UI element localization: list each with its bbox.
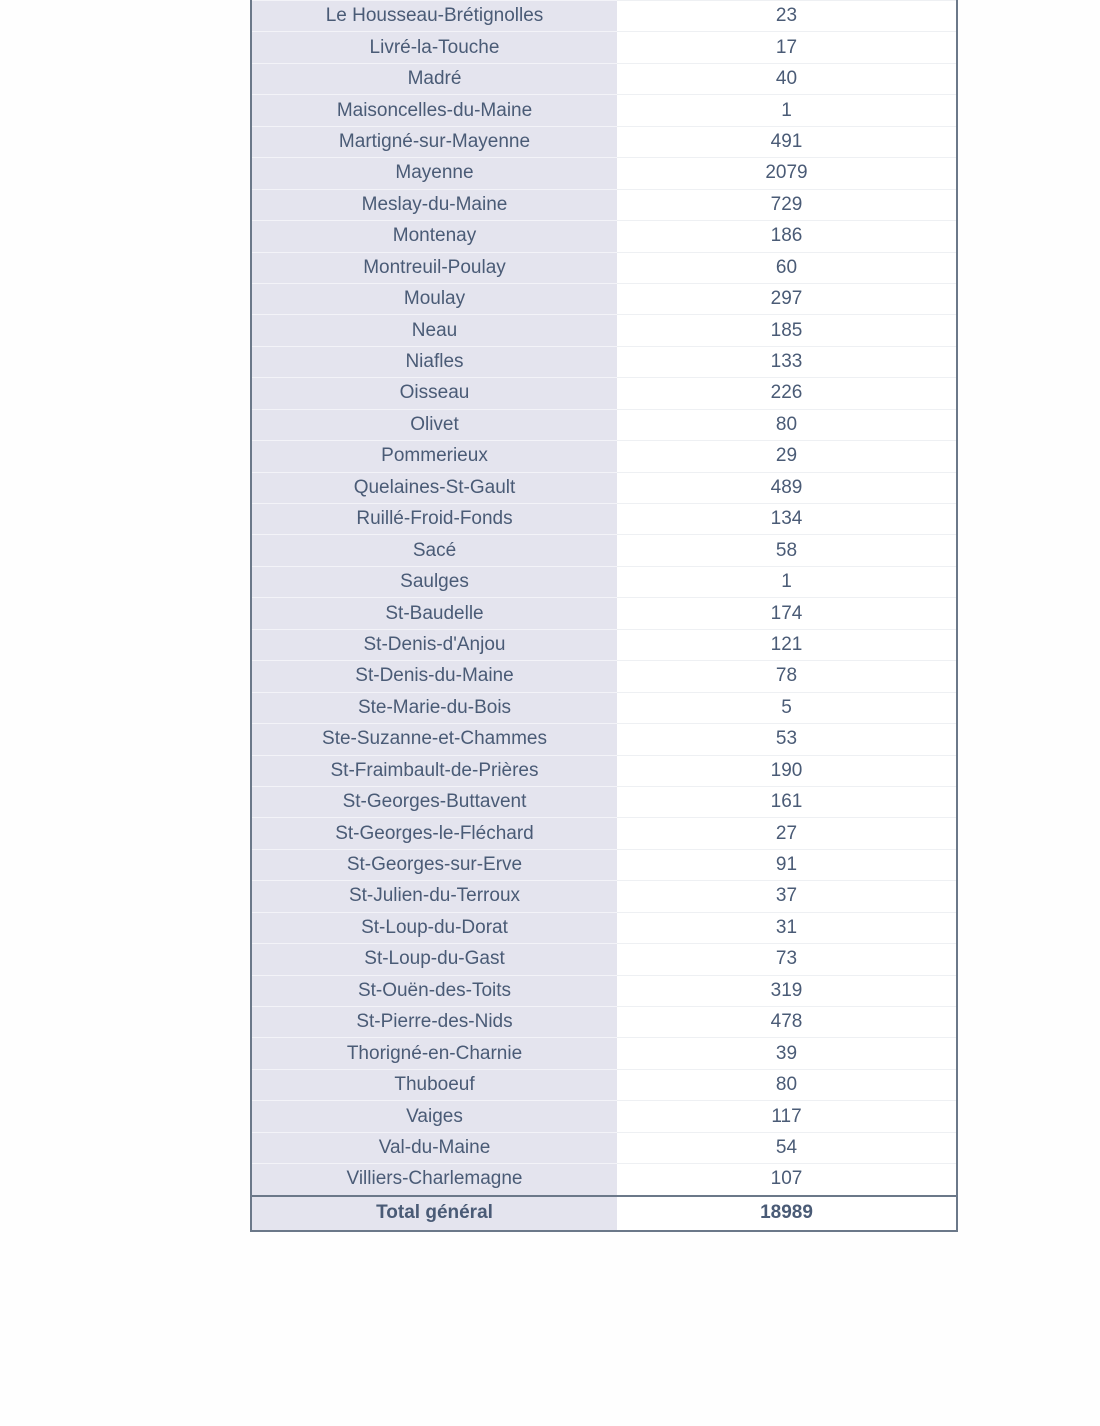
count-cell: 121 bbox=[617, 629, 956, 660]
table-row bbox=[252, 975, 956, 1006]
table-row bbox=[252, 1132, 956, 1163]
table-row bbox=[252, 786, 956, 817]
count-cell: 478 bbox=[617, 1006, 956, 1037]
table-row bbox=[252, 1006, 956, 1037]
table-row bbox=[252, 660, 956, 691]
table-row bbox=[252, 377, 956, 408]
table-row bbox=[252, 566, 956, 597]
table-row bbox=[252, 314, 956, 345]
count-cell: 186 bbox=[617, 220, 956, 251]
table-row bbox=[252, 1037, 956, 1068]
count-cell: 185 bbox=[617, 314, 956, 345]
table-row bbox=[252, 503, 956, 534]
table-row bbox=[252, 912, 956, 943]
commune-name-cell: Maisoncelles-du-Maine bbox=[252, 94, 617, 125]
commune-name-cell: Pommerieux bbox=[252, 440, 617, 471]
table-row bbox=[252, 189, 956, 220]
count-cell: 5 bbox=[617, 692, 956, 723]
table-row bbox=[252, 63, 956, 94]
count-cell: 27 bbox=[617, 817, 956, 848]
table-row bbox=[252, 849, 956, 880]
commune-name-cell: Ruillé-Froid-Fonds bbox=[252, 503, 617, 534]
commune-name-cell: Quelaines-St-Gault bbox=[252, 472, 617, 503]
count-cell: 53 bbox=[617, 723, 956, 754]
commune-count-table bbox=[250, 0, 958, 1232]
table-row bbox=[252, 126, 956, 157]
commune-name-cell: Livré-la-Touche bbox=[252, 31, 617, 62]
count-cell: 1 bbox=[617, 566, 956, 597]
table-row bbox=[252, 629, 956, 660]
commune-name-cell: Saulges bbox=[252, 566, 617, 597]
table-row bbox=[252, 157, 956, 188]
total-label: Total général bbox=[252, 1195, 617, 1230]
commune-name-cell: St-Georges-sur-Erve bbox=[252, 849, 617, 880]
commune-name-cell: St-Baudelle bbox=[252, 597, 617, 628]
count-cell: 80 bbox=[617, 409, 956, 440]
table-body bbox=[252, 0, 956, 1195]
commune-name-cell: Oisseau bbox=[252, 377, 617, 408]
table-row bbox=[252, 943, 956, 974]
commune-name-cell: Sacé bbox=[252, 534, 617, 565]
count-cell: 80 bbox=[617, 1069, 956, 1100]
commune-name-cell: St-Denis-du-Maine bbox=[252, 660, 617, 691]
count-cell: 729 bbox=[617, 189, 956, 220]
count-cell: 78 bbox=[617, 660, 956, 691]
count-cell: 319 bbox=[617, 975, 956, 1006]
table-row bbox=[252, 472, 956, 503]
count-cell: 161 bbox=[617, 786, 956, 817]
table-row bbox=[252, 409, 956, 440]
count-cell: 489 bbox=[617, 472, 956, 503]
commune-name-cell: Val-du-Maine bbox=[252, 1132, 617, 1163]
table-row bbox=[252, 817, 956, 848]
count-cell: 297 bbox=[617, 283, 956, 314]
commune-name-cell: Ste-Suzanne-et-Chammes bbox=[252, 723, 617, 754]
count-cell: 29 bbox=[617, 440, 956, 471]
count-cell: 190 bbox=[617, 755, 956, 786]
table-row bbox=[252, 0, 956, 31]
count-cell: 73 bbox=[617, 943, 956, 974]
table-row bbox=[252, 597, 956, 628]
commune-name-cell: St-Pierre-des-Nids bbox=[252, 1006, 617, 1037]
table-row bbox=[252, 31, 956, 62]
commune-name-cell: Vaiges bbox=[252, 1100, 617, 1131]
commune-name-cell: Olivet bbox=[252, 409, 617, 440]
commune-name-cell: St-Loup-du-Gast bbox=[252, 943, 617, 974]
commune-name-cell: Madré bbox=[252, 63, 617, 94]
commune-name-cell: St-Fraimbault-de-Prières bbox=[252, 755, 617, 786]
count-cell: 107 bbox=[617, 1163, 956, 1194]
commune-name-cell: Thorigné-en-Charnie bbox=[252, 1037, 617, 1068]
total-row bbox=[252, 1195, 956, 1230]
count-cell: 23 bbox=[617, 0, 956, 31]
count-cell: 17 bbox=[617, 31, 956, 62]
commune-name-cell: Montreuil-Poulay bbox=[252, 252, 617, 283]
count-cell: 60 bbox=[617, 252, 956, 283]
table-row bbox=[252, 723, 956, 754]
count-cell: 40 bbox=[617, 63, 956, 94]
commune-name-cell: Meslay-du-Maine bbox=[252, 189, 617, 220]
table-row bbox=[252, 534, 956, 565]
commune-name-cell: Neau bbox=[252, 314, 617, 345]
commune-name-cell: St-Julien-du-Terroux bbox=[252, 880, 617, 911]
commune-name-cell: St-Georges-le-Fléchard bbox=[252, 817, 617, 848]
count-cell: 54 bbox=[617, 1132, 956, 1163]
table-row bbox=[252, 1163, 956, 1194]
table-row bbox=[252, 220, 956, 251]
count-cell: 133 bbox=[617, 346, 956, 377]
table-row bbox=[252, 252, 956, 283]
total-value: 18989 bbox=[617, 1195, 956, 1230]
count-cell: 31 bbox=[617, 912, 956, 943]
table-row bbox=[252, 692, 956, 723]
commune-name-cell: Ste-Marie-du-Bois bbox=[252, 692, 617, 723]
commune-name-cell: Le Housseau-Brétignolles bbox=[252, 0, 617, 31]
count-cell: 37 bbox=[617, 880, 956, 911]
table-row bbox=[252, 880, 956, 911]
table-row bbox=[252, 440, 956, 471]
commune-name-cell: St-Georges-Buttavent bbox=[252, 786, 617, 817]
count-cell: 58 bbox=[617, 534, 956, 565]
commune-name-cell: Thuboeuf bbox=[252, 1069, 617, 1100]
commune-name-cell: Montenay bbox=[252, 220, 617, 251]
count-cell: 491 bbox=[617, 126, 956, 157]
table-row bbox=[252, 94, 956, 125]
table-row bbox=[252, 346, 956, 377]
count-cell: 117 bbox=[617, 1100, 956, 1131]
count-cell: 134 bbox=[617, 503, 956, 534]
commune-name-cell: Niafles bbox=[252, 346, 617, 377]
count-cell: 2079 bbox=[617, 157, 956, 188]
commune-name-cell: Mayenne bbox=[252, 157, 617, 188]
commune-name-cell: St-Loup-du-Dorat bbox=[252, 912, 617, 943]
count-cell: 174 bbox=[617, 597, 956, 628]
count-cell: 226 bbox=[617, 377, 956, 408]
commune-name-cell: Villiers-Charlemagne bbox=[252, 1163, 617, 1194]
commune-name-cell: Martigné-sur-Mayenne bbox=[252, 126, 617, 157]
commune-name-cell: St-Ouën-des-Toits bbox=[252, 975, 617, 1006]
commune-name-cell: Moulay bbox=[252, 283, 617, 314]
table-row bbox=[252, 1069, 956, 1100]
table-row bbox=[252, 283, 956, 314]
table-row bbox=[252, 755, 956, 786]
count-cell: 91 bbox=[617, 849, 956, 880]
table-row bbox=[252, 1100, 956, 1131]
count-cell: 39 bbox=[617, 1037, 956, 1068]
commune-name-cell: St-Denis-d'Anjou bbox=[252, 629, 617, 660]
count-cell: 1 bbox=[617, 94, 956, 125]
